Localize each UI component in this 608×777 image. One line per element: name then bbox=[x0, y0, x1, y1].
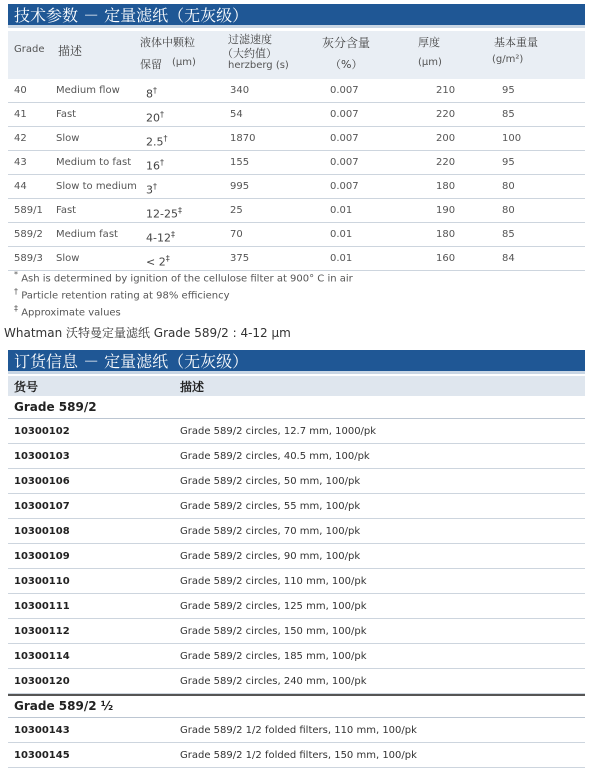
cell-thickness: 220 bbox=[436, 157, 456, 168]
row-divider bbox=[8, 174, 585, 175]
cell-weight: 80 bbox=[502, 205, 515, 216]
cell-order-desc: Grade 589/2 circles, 125 mm, 100/pk bbox=[180, 601, 367, 612]
cell-ash: 0.01 bbox=[330, 205, 353, 216]
cell-order-desc: Grade 589/2 circles, 110 mm, 100/pk bbox=[180, 576, 367, 587]
cell-order-desc: Grade 589/2 circles, 55 mm, 100/pk bbox=[180, 501, 361, 512]
cell-retention-mark: † bbox=[153, 86, 157, 95]
cell-weight: 85 bbox=[502, 109, 515, 120]
cell-code: 10300109 bbox=[14, 551, 70, 562]
cell-weight: 84 bbox=[502, 253, 515, 264]
col-desc: 描述 bbox=[58, 44, 83, 58]
col-retention-l2: 保留 bbox=[140, 58, 162, 71]
cell-order-desc: Grade 589/2 circles, 40.5 mm, 100/pk bbox=[180, 451, 370, 462]
cell-code: 10300107 bbox=[14, 501, 70, 512]
cell-grade: 40 bbox=[14, 85, 27, 96]
cell-ash: 0.007 bbox=[330, 85, 359, 96]
footnote-text: Approximate values bbox=[21, 307, 121, 319]
cell-code: 10300106 bbox=[14, 476, 70, 487]
group-heading: Grade 589/2 ½ bbox=[14, 699, 114, 713]
cell-retention: 4-12‡ bbox=[146, 230, 175, 245]
col-speed-l2: （大约值） bbox=[222, 47, 277, 60]
row-divider bbox=[8, 102, 585, 103]
cell-code: 10300120 bbox=[14, 676, 70, 687]
cell-ash: 0.007 bbox=[330, 133, 359, 144]
footnote-mark: * bbox=[14, 270, 18, 279]
cell-retention-mark: † bbox=[163, 134, 168, 143]
row-divider bbox=[8, 150, 585, 151]
cell-weight: 95 bbox=[502, 85, 515, 96]
cell-grade: 42 bbox=[14, 133, 27, 144]
cell-speed: 155 bbox=[230, 157, 250, 168]
col-thick-unit: (μm) bbox=[418, 57, 442, 68]
cell-thickness: 180 bbox=[436, 229, 456, 240]
cell-speed: 995 bbox=[230, 181, 250, 192]
cell-order-desc: Grade 589/2 circles, 12.7 mm, 1000/pk bbox=[180, 426, 377, 437]
cell-desc: Slow bbox=[56, 133, 80, 144]
cell-desc: Medium flow bbox=[56, 85, 120, 96]
cell-thickness: 200 bbox=[436, 133, 456, 144]
cell-retention: 12-25‡ bbox=[146, 206, 182, 221]
col-speed-l1: 过滤速度 bbox=[228, 33, 272, 46]
cell-speed: 340 bbox=[230, 85, 250, 96]
col-ash-l2: （%） bbox=[330, 58, 363, 71]
cell-desc: Slow bbox=[56, 253, 80, 264]
cell-ash: 0.007 bbox=[330, 181, 359, 192]
cell-weight: 80 bbox=[502, 181, 515, 192]
order-header-row bbox=[8, 376, 585, 396]
footnote bbox=[14, 304, 121, 318]
row-divider bbox=[8, 593, 585, 594]
row-divider bbox=[8, 468, 585, 469]
cell-speed: 1870 bbox=[230, 133, 256, 144]
cell-weight: 95 bbox=[502, 157, 515, 168]
cell-order-desc: Grade 589/2 circles, 185 mm, 100/pk bbox=[180, 651, 367, 662]
col-retention-unit: (μm) bbox=[172, 57, 196, 68]
row-divider bbox=[8, 443, 585, 444]
col-ash-l1: 灰分含量 bbox=[322, 36, 371, 50]
group-divider bbox=[8, 418, 585, 419]
cell-retention-mark: † bbox=[160, 158, 164, 167]
order-title: 订货信息 － 定量滤纸（无灰级） bbox=[8, 350, 585, 374]
cell-code: 10300110 bbox=[14, 576, 70, 587]
col-order-desc: 描述 bbox=[180, 380, 205, 394]
col-code: 货号 bbox=[14, 380, 39, 394]
row-divider bbox=[8, 618, 585, 619]
cell-retention: 3† bbox=[146, 182, 157, 197]
row-divider bbox=[8, 126, 585, 127]
row-divider bbox=[8, 767, 585, 768]
cell-thickness: 220 bbox=[436, 109, 456, 120]
row-divider bbox=[8, 668, 585, 669]
cell-speed: 25 bbox=[230, 205, 243, 216]
footnote-mark: † bbox=[14, 287, 18, 296]
cell-desc: Slow to medium bbox=[56, 181, 137, 192]
group-separator bbox=[8, 694, 585, 696]
cell-desc: Fast bbox=[56, 109, 77, 120]
cell-code: 10300114 bbox=[14, 651, 70, 662]
cell-ash: 0.01 bbox=[330, 253, 353, 264]
cell-order-desc: Grade 589/2 circles, 70 mm, 100/pk bbox=[180, 526, 361, 537]
cell-order-desc: Grade 589/2 circles, 240 mm, 100/pk bbox=[180, 676, 367, 687]
row-divider bbox=[8, 246, 585, 247]
cell-desc: Medium fast bbox=[56, 229, 118, 240]
spec-title: 技术参数 － 定量滤纸（无灰级） bbox=[8, 4, 585, 28]
cell-code: 10300103 bbox=[14, 451, 70, 462]
cell-order-desc: Grade 589/2 circles, 150 mm, 100/pk bbox=[180, 626, 367, 637]
cell-retention: 8† bbox=[146, 86, 157, 101]
footnote-mark: ‡ bbox=[14, 304, 18, 313]
cell-order-desc: Grade 589/2 circles, 90 mm, 100/pk bbox=[180, 551, 361, 562]
cell-grade: 43 bbox=[14, 157, 27, 168]
cell-thickness: 180 bbox=[436, 181, 456, 192]
row-divider bbox=[8, 198, 585, 199]
row-divider bbox=[8, 742, 585, 743]
cell-thickness: 160 bbox=[436, 253, 456, 264]
cell-grade: 589/3 bbox=[14, 253, 43, 264]
footnote-text: Ash is determined by ignition of the cellulose filter at 900° C in air bbox=[21, 273, 353, 285]
cell-weight: 100 bbox=[502, 133, 522, 144]
cell-code: 10300102 bbox=[14, 426, 70, 437]
cell-retention-mark: † bbox=[153, 182, 157, 191]
cell-speed: 70 bbox=[230, 229, 243, 240]
col-speed-unit: herzberg (s) bbox=[228, 60, 289, 71]
group-heading: Grade 589/2 bbox=[14, 400, 97, 414]
cell-grade: 589/1 bbox=[14, 205, 43, 216]
col-thick-l1: 厚度 bbox=[418, 36, 440, 49]
cell-ash: 0.007 bbox=[330, 157, 359, 168]
cell-code: 10300108 bbox=[14, 526, 70, 537]
row-divider bbox=[8, 643, 585, 644]
group-divider bbox=[8, 717, 585, 718]
row-divider bbox=[8, 543, 585, 544]
cell-retention-mark: † bbox=[160, 110, 164, 119]
cell-weight: 85 bbox=[502, 229, 515, 240]
cell-retention-mark: ‡ bbox=[170, 230, 175, 239]
cell-grade: 589/2 bbox=[14, 229, 43, 240]
cell-desc: Medium to fast bbox=[56, 157, 132, 168]
cell-code: 10300143 bbox=[14, 725, 70, 736]
cell-thickness: 210 bbox=[436, 85, 456, 96]
caption: Whatman 沃特曼定量滤纸 Grade 589/2 : 4-12 μm bbox=[4, 326, 291, 340]
footnote bbox=[14, 287, 230, 301]
cell-thickness: 190 bbox=[436, 205, 456, 216]
col-weight-l1: 基本重量 bbox=[494, 36, 538, 49]
cell-retention-mark: ‡ bbox=[165, 254, 170, 263]
cell-order-desc: Grade 589/2 1/2 folded filters, 110 mm, 100/pk bbox=[180, 725, 417, 736]
row-divider bbox=[8, 518, 585, 519]
cell-desc: Fast bbox=[56, 205, 77, 216]
cell-order-desc: Grade 589/2 circles, 50 mm, 100/pk bbox=[180, 476, 361, 487]
cell-retention-mark: ‡ bbox=[177, 206, 182, 215]
cell-speed: 375 bbox=[230, 253, 250, 264]
cell-ash: 0.01 bbox=[330, 229, 353, 240]
col-grade: Grade bbox=[14, 44, 45, 55]
row-divider bbox=[8, 493, 585, 494]
row-divider bbox=[8, 568, 585, 569]
cell-code: 10300145 bbox=[14, 750, 70, 761]
cell-grade: 41 bbox=[14, 109, 27, 120]
cell-retention: 20† bbox=[146, 110, 164, 125]
cell-grade: 44 bbox=[14, 181, 27, 192]
footnote-text: Particle retention rating at 98% efficiency bbox=[21, 290, 230, 302]
cell-retention: 2.5† bbox=[146, 134, 168, 149]
footnote bbox=[14, 270, 353, 284]
cell-retention: < 2‡ bbox=[146, 254, 170, 269]
cell-order-desc: Grade 589/2 1/2 folded filters, 150 mm, 100/pk bbox=[180, 750, 417, 761]
row-divider bbox=[8, 222, 585, 223]
cell-code: 10300111 bbox=[14, 601, 70, 612]
cell-speed: 54 bbox=[230, 109, 243, 120]
cell-retention: 16† bbox=[146, 158, 164, 173]
cell-code: 10300112 bbox=[14, 626, 70, 637]
col-weight-unit: (g/m²) bbox=[492, 54, 524, 65]
cell-ash: 0.007 bbox=[330, 109, 359, 120]
col-retention-l1: 液体中颗粒 bbox=[140, 36, 195, 49]
